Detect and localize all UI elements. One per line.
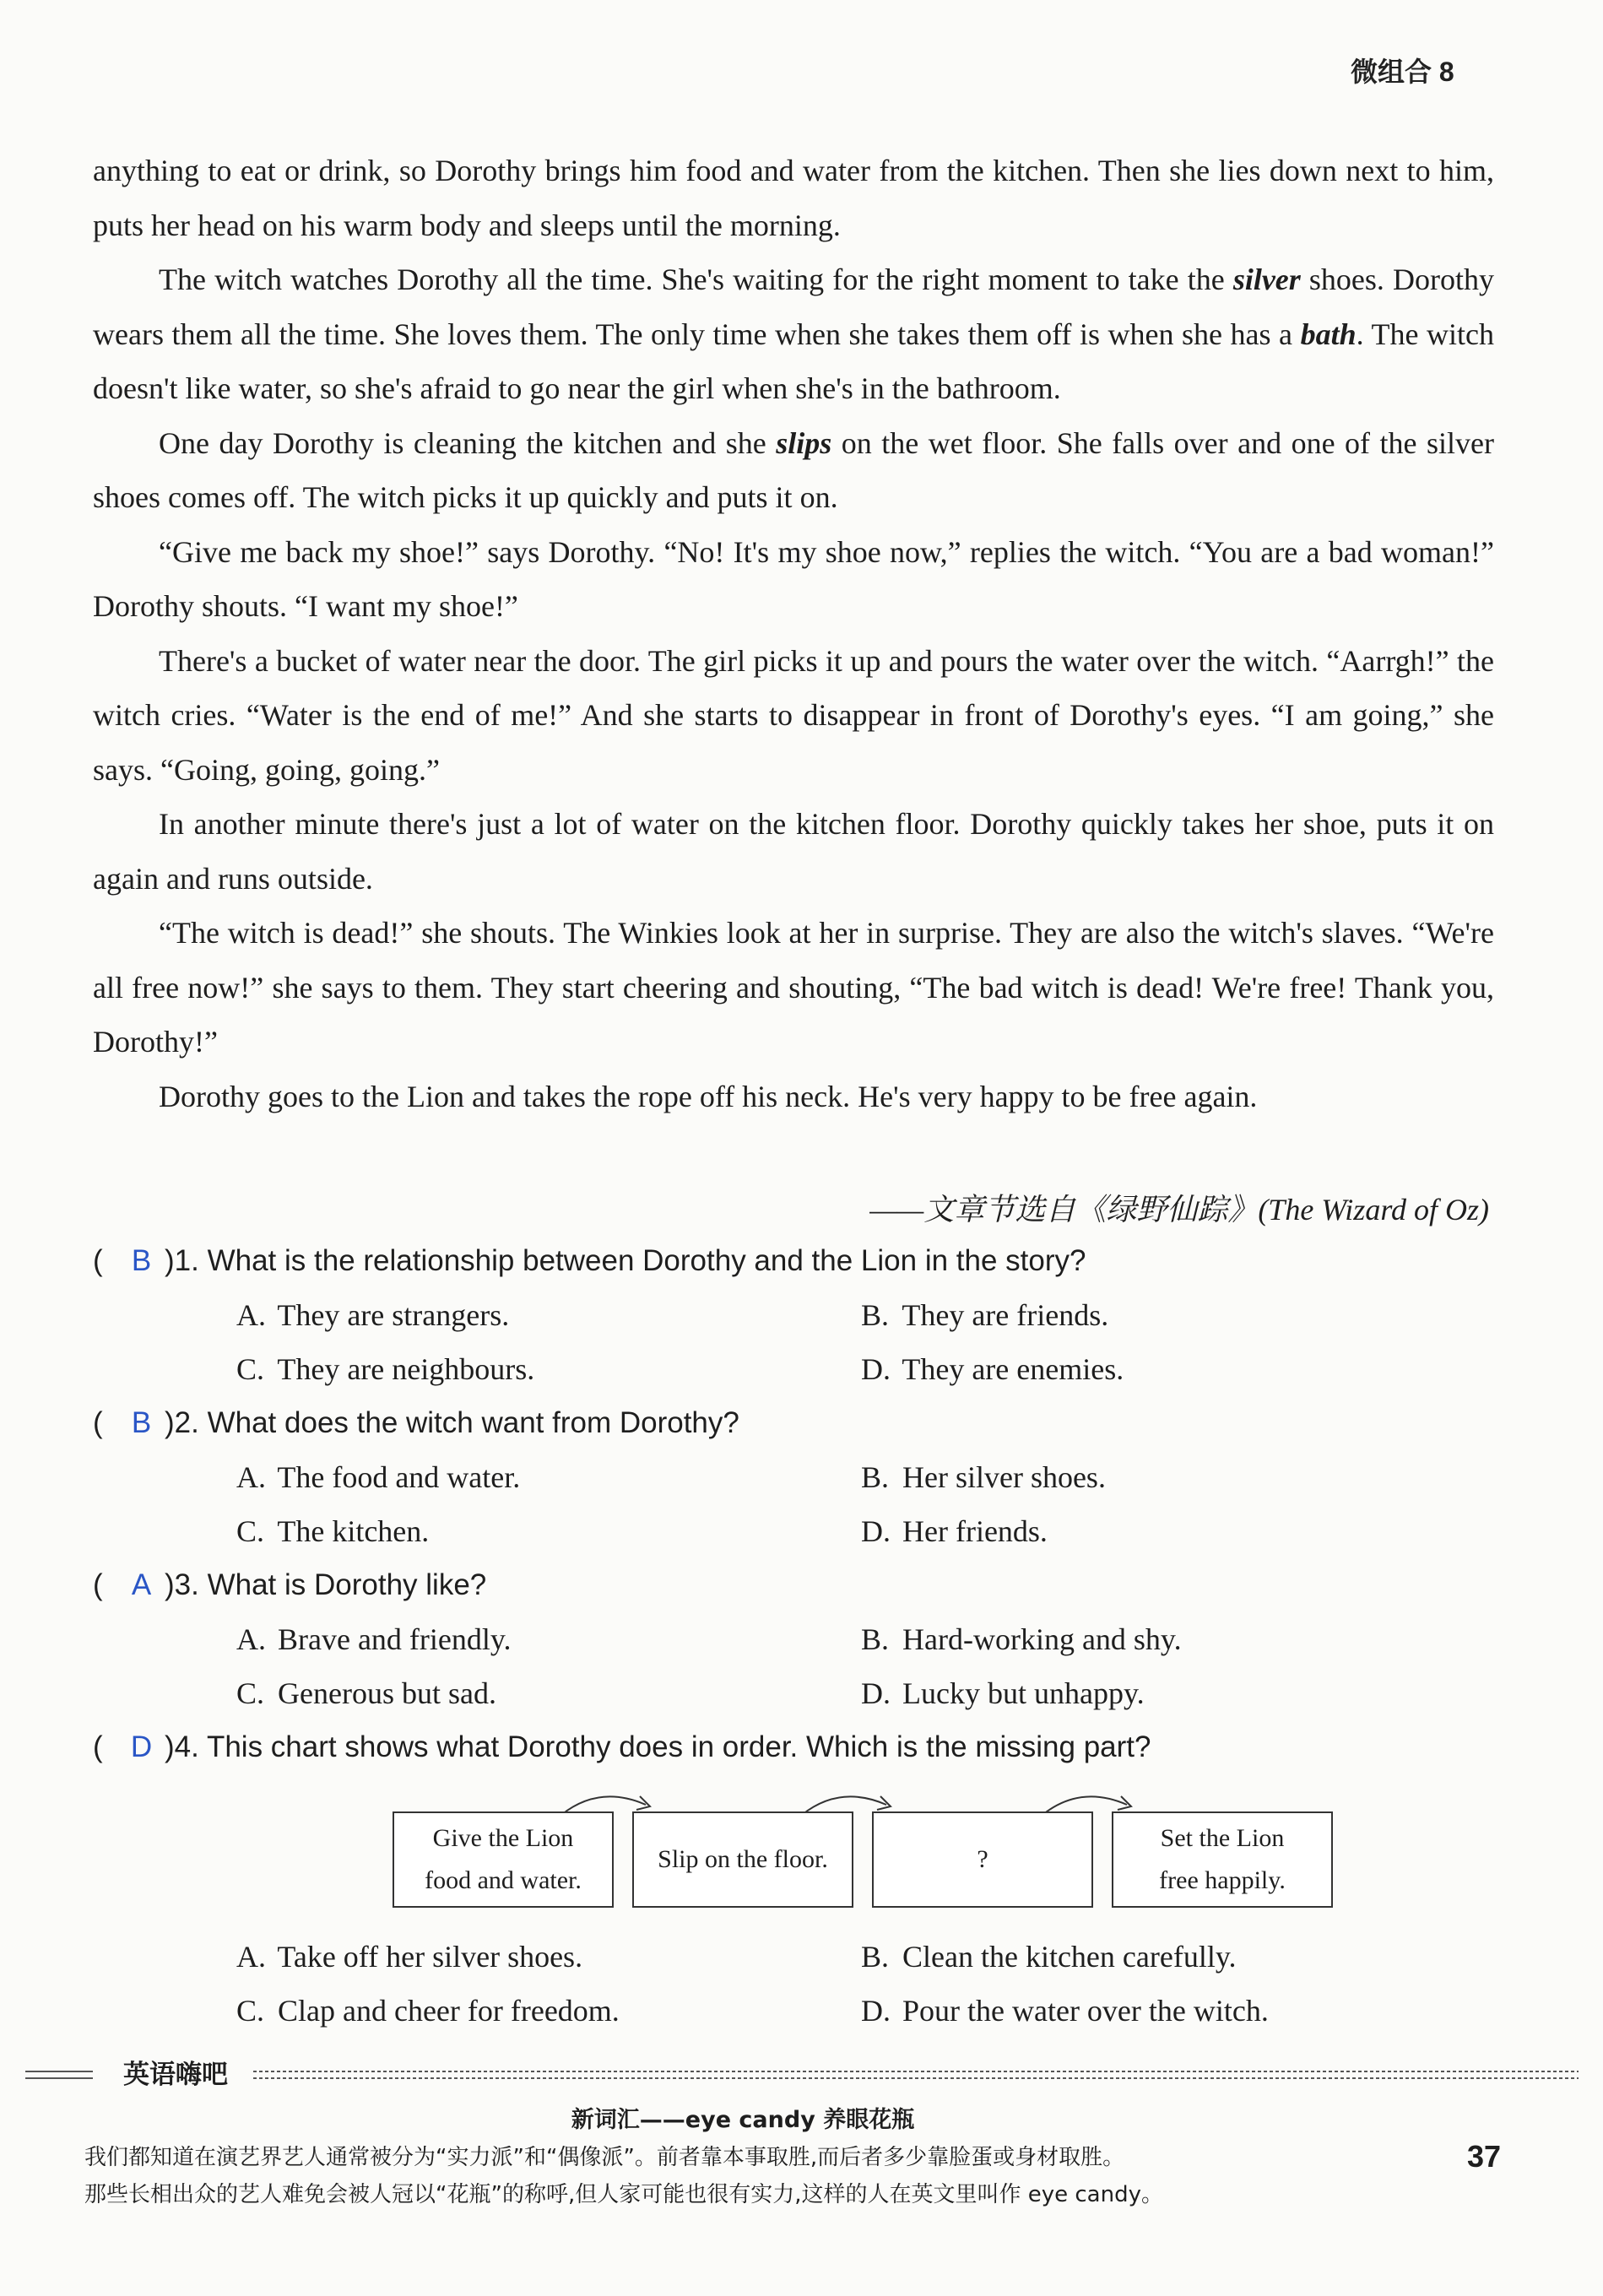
options (93, 1930, 1528, 2038)
story-paragraph: There's a bucket of water near the door. The girl picks it up and pours the water over the witch. “Aarrgh!” the witch cries. “Water is the end of me!” And she starts to disappear in front of Dorothy's eyes. “I am going,” she says. “Going, going, going.” (93, 643, 1494, 787)
option-a: A. The food and water. (236, 1460, 521, 1494)
question-number: 3. (174, 1568, 199, 1601)
answer-mark: A (131, 1568, 152, 1601)
question-text: This chart shows what Dorothy does in order. Which is the missing part? (206, 1730, 1151, 1763)
answer-mark: B (131, 1406, 152, 1439)
page-number: 37 (1467, 2139, 1502, 2174)
option-a: A. Take off her silver shoes. (236, 1940, 583, 1974)
question-3: ( A )3. What is Dorothy like? A. Brave and friendly. B. Hard-working and shy. C. Generous but sad. D. Lucky but unhappy. (93, 1558, 1528, 1720)
question-number: 4. (174, 1730, 199, 1763)
option-c: C. Clap and cheer for freedom. (236, 1994, 620, 2028)
story-source: ——文章节选自《绿野仙踪》(The Wizard of Oz) (869, 1193, 1489, 1227)
option-d: D. Her friends. (861, 1514, 1048, 1548)
flow-step-2: Slip on the floor. (632, 1811, 853, 1908)
option-d: D. Pour the water over the witch. (861, 1994, 1269, 2028)
footer-note-title: 新词汇——eye candy 养眼花瓶 (571, 2107, 915, 2133)
story-paragraph: “Give me back my shoe!” says Dorothy. “No! It's my shoe now,” replies the witch. “You are a bad woman!” Dorothy shouts. “I want my shoe!” (93, 534, 1494, 623)
flow-step-4: Set the Lion free happily. (1112, 1811, 1333, 1908)
option-c: C. Generous but sad. (236, 1676, 496, 1710)
story-text (93, 144, 1494, 1124)
option-a: A. Brave and friendly. (236, 1622, 512, 1656)
question-2: ( B )2. What does the witch want from Dorothy? A. The food and water. B. Her silver shoes. C. The kitchen. D. Her friends. (93, 1396, 1528, 1558)
keyword: silver (1232, 263, 1301, 296)
question-4: ( D )4. This chart shows what Dorothy does in order. Which is the missing part? (93, 1720, 1528, 1774)
question-text: What is Dorothy like? (207, 1568, 487, 1601)
flow-step-missing: ? (872, 1811, 1093, 1908)
option-d: D. They are enemies. (861, 1352, 1124, 1386)
story-paragraph: One day Dorothy is cleaning the kitchen and she slips on the wet floor. She falls over and one of the silver shoes comes off. The witch picks it up quickly and puts it on. (93, 425, 1494, 514)
flow-step-1: Give the Lion food and water. (393, 1811, 614, 1908)
option-c: C. The kitchen. (236, 1514, 430, 1548)
question-4-options (93, 1930, 1528, 2038)
options (93, 1288, 1528, 1396)
story-paragraph: Dorothy goes to the Lion and takes the rope off his neck. He's very happy to be free again. (159, 1079, 1258, 1113)
options (93, 1612, 1528, 1720)
answer-mark: D (130, 1730, 153, 1763)
footer-section-title: 英语嗨吧 (118, 2053, 233, 2091)
question-1: ( B )1. What is the relationship between Dorothy and the Lion in the story? A. They are strangers. B. They are friends. C. They are neighbours. D. They are enemies. (93, 1234, 1528, 1396)
story-paragraph: The witch watches Dorothy all the time. She's waiting for the right moment to take the silver shoes. Dorothy wears them all the time. She loves them. The only time when she takes them off is when she has a bath. The witch doesn't like water, so she's afraid to go near the girl when she's in the bathroom. (93, 263, 1494, 405)
story-paragraph: In another minute there's just a lot of water on the kitchen floor. Dorothy quickly takes her shoe, puts it on again and runs outside. (93, 807, 1494, 896)
option-c: C. They are neighbours. (236, 1352, 535, 1386)
options (93, 1450, 1528, 1558)
answer-mark: B (131, 1244, 152, 1277)
section-tag: 微组合 8 (1351, 57, 1454, 87)
story-paragraph: anything to eat or drink, so Dorothy brings him food and water from the kitchen. Then she lies down next to him, puts her head on his warm body and sleeps until the morning. (93, 154, 1494, 242)
footer-note-line: 我们都知道在演艺界艺人通常被分为“实力派”和“偶像派”。前者靠本事取胜,而后者多少靠脸蛋或身材取胜。 (84, 2145, 1125, 2170)
option-b: B. They are friends. (861, 1298, 1109, 1332)
option-a: A. They are strangers. (236, 1298, 510, 1332)
sequence-flowchart (393, 1790, 1338, 1916)
option-b: B. Hard-working and shy. (861, 1622, 1182, 1656)
story-paragraph: “The witch is dead!” she shouts. The Winkies look at her in surprise. They are also the witch's slaves. “We're all free now!” she says to them. They start cheering and shouting, “The bad witch is dead! We're free! Thank you, Dorothy!” (93, 916, 1494, 1059)
footer-note (84, 2102, 1401, 2213)
option-b: B. Clean the kitchen carefully. (861, 1940, 1237, 1974)
question-text: What does the witch want from Dorothy? (207, 1406, 739, 1439)
keyword: slips (776, 425, 832, 460)
option-d: D. Lucky but unhappy. (861, 1676, 1145, 1710)
question-text: What is the relationship between Dorothy and the Lion in the story? (207, 1244, 1086, 1277)
option-b: B. Her silver shoes. (861, 1460, 1106, 1494)
footer-note-line: 那些长相出众的艺人难免会被人冠以“花瓶”的称呼,但人家可能也很有实力,这样的人在英文里叫作 eye candy。 (84, 2182, 1163, 2207)
question-number: 2. (174, 1406, 199, 1439)
keyword: bath (1300, 317, 1357, 351)
footer-divider (25, 2066, 1579, 2083)
question-number: 1. (174, 1244, 199, 1277)
